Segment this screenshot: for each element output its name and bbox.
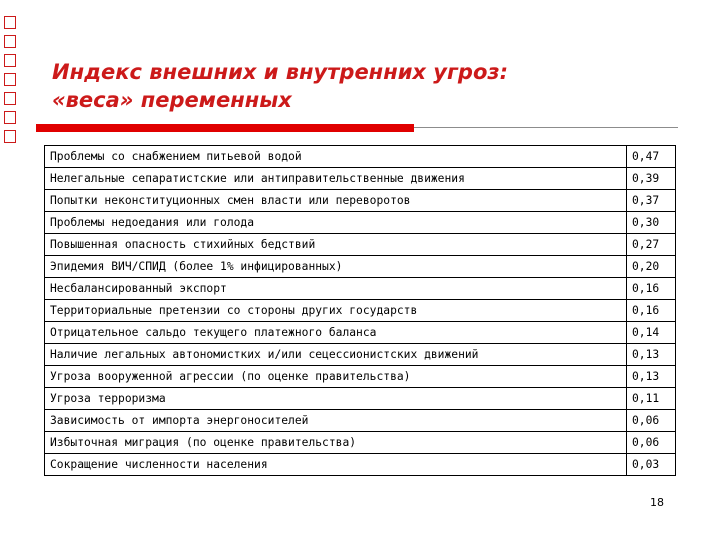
threat-weight: 0,27	[627, 234, 676, 256]
table-row	[45, 300, 676, 322]
threat-weight: 0,14	[627, 322, 676, 344]
decor-square-2	[4, 35, 16, 48]
threat-weight: 0,16	[627, 278, 676, 300]
title-divider-line	[414, 127, 678, 128]
threat-label: Сокращение численности населения	[45, 454, 627, 476]
decor-square-3	[4, 54, 16, 67]
threat-label: Угроза терроризма	[45, 388, 627, 410]
decor-square-1	[4, 16, 16, 29]
threat-weight: 0,03	[627, 454, 676, 476]
threat-weight: 0,20	[627, 256, 676, 278]
table-row	[45, 256, 676, 278]
table-row	[45, 454, 676, 476]
decor-square-5	[4, 92, 16, 105]
threat-weight: 0,06	[627, 410, 676, 432]
threat-weights-table-body	[45, 146, 676, 476]
decor-square-7	[4, 130, 16, 143]
slide-title-line-2: «веса» переменных	[52, 88, 292, 112]
threat-label: Проблемы недоедания или голода	[45, 212, 627, 234]
table-row	[45, 234, 676, 256]
threat-label: Наличие легальных автономистких и/или сецессионистских движений	[45, 344, 627, 366]
table-row	[45, 322, 676, 344]
title-accent-bar	[36, 124, 414, 132]
threat-label: Повышенная опасность стихийных бедствий	[45, 234, 627, 256]
threat-weight: 0,13	[627, 344, 676, 366]
threat-weight: 0,39	[627, 168, 676, 190]
table-row	[45, 212, 676, 234]
threat-weight: 0,13	[627, 366, 676, 388]
threat-label: Проблемы со снабжением питьевой водой	[45, 146, 627, 168]
table-row	[45, 344, 676, 366]
threat-label: Угроза вооруженной агрессии (по оценке правительства)	[45, 366, 627, 388]
threat-label: Эпидемия ВИЧ/СПИД (более 1% инфицированных)	[45, 256, 627, 278]
threat-weight: 0,47	[627, 146, 676, 168]
threat-label: Отрицательное сальдо текущего платежного баланса	[45, 322, 627, 344]
threat-label: Избыточная миграция (по оценке правительства)	[45, 432, 627, 454]
threat-weight: 0,11	[627, 388, 676, 410]
table-row	[45, 388, 676, 410]
threat-label: Несбалансированный экспорт	[45, 278, 627, 300]
slide-title	[52, 58, 652, 114]
decor-square-6	[4, 111, 16, 124]
threat-weight: 0,16	[627, 300, 676, 322]
threat-weight: 0,06	[627, 432, 676, 454]
table-row	[45, 278, 676, 300]
threat-weight: 0,30	[627, 212, 676, 234]
threat-label: Территориальные претензии со стороны других государств	[45, 300, 627, 322]
threat-weight: 0,37	[627, 190, 676, 212]
decor-square-4	[4, 73, 16, 86]
table-row	[45, 168, 676, 190]
threat-label: Зависимость от импорта энергоносителей	[45, 410, 627, 432]
table-row	[45, 366, 676, 388]
threat-weights-table	[44, 145, 676, 476]
threat-label: Попытки неконституционных смен власти или переворотов	[45, 190, 627, 212]
table-row	[45, 410, 676, 432]
page-number: 18	[650, 496, 664, 509]
table-row	[45, 190, 676, 212]
threat-label: Нелегальные сепаратистские или антиправительственные движения	[45, 168, 627, 190]
table-row	[45, 146, 676, 168]
slide-title-line-1: Индекс внешних и внутренних угроз:	[52, 60, 508, 84]
table-row	[45, 432, 676, 454]
